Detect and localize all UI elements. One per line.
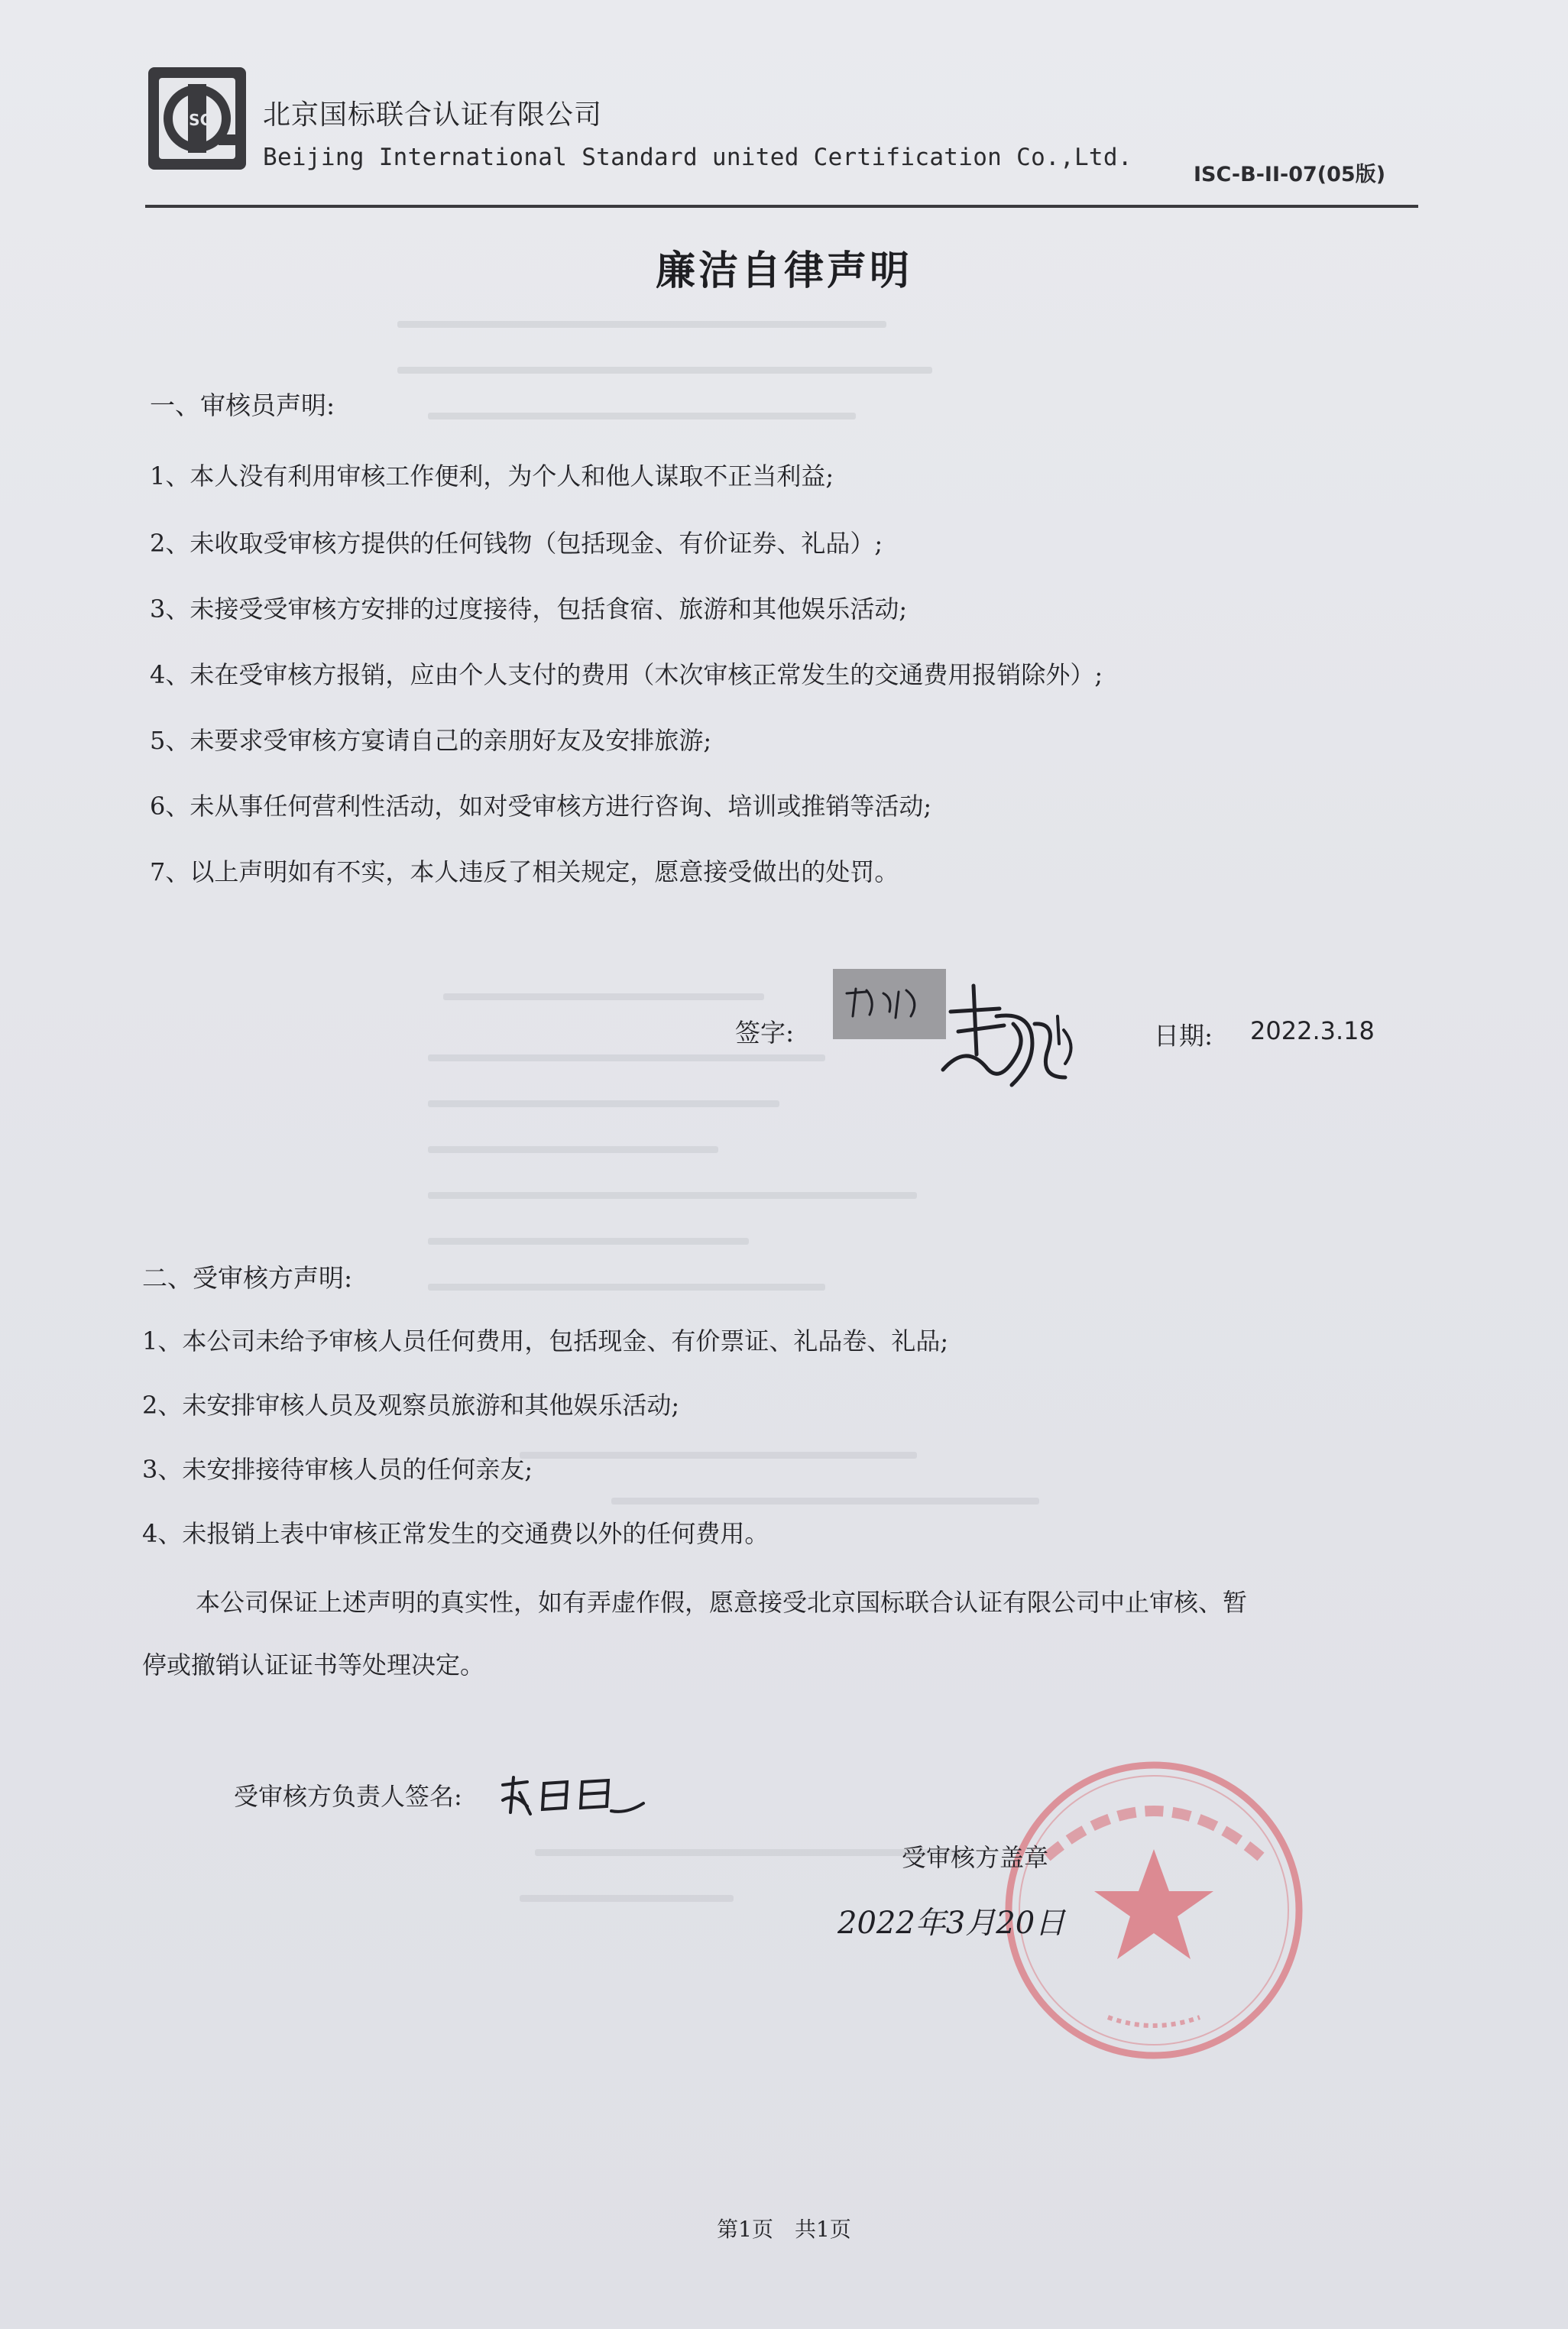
responsible-sign-label: 受审核方负责人签名: (234, 1782, 462, 1811)
auditor-item: 6、未从事任何营利性活动，如对受审核方进行咨询、培训或推销等活动; (150, 792, 932, 821)
auditor-item: 3、未接受受审核方安排的过度接待，包括食宿、旅游和其他娱乐活动; (150, 594, 908, 624)
header-divider (145, 205, 1418, 208)
handwritten-date (833, 1884, 1093, 1953)
auditee-item: 3、未安排接待审核人员的任何亲友; (142, 1455, 533, 1484)
auditor-section-heading: 一、审核员声明: (150, 390, 335, 420)
auditor-date-label: 日期: (1154, 1021, 1213, 1051)
guarantee-text-line1: 本公司保证上述声明的真实性，如有弄虚作假，愿意接受北京国标联合认证有限公司中止审核、暂 (196, 1588, 1248, 1617)
auditee-item: 4、未报销上表中审核正常发生的交通费以外的任何费用。 (142, 1519, 769, 1548)
auditor-signature (836, 970, 1111, 1108)
page-footer: 第1页 共1页 (717, 2217, 851, 2242)
seal-label: 受审核方盖章 (902, 1843, 1049, 1872)
auditor-sign-label: 签字: (735, 1018, 795, 1048)
guarantee-text-line2: 停或撤销认证证书等处理决定。 (142, 1650, 485, 1680)
auditee-section-heading: 二、受审核方声明: (142, 1263, 353, 1293)
auditor-date-value: 2022.3.18 (1250, 1016, 1375, 1045)
auditor-item: 4、未在受审核方报销，应由个人支付的费用（木次审核正常发生的交通费用报销除外）; (150, 660, 1103, 689)
company-name-cn: 北京国标联合认证有限公司 (263, 99, 603, 131)
auditee-item: 1、本公司未给予审核人员任何费用，包括现金、有价票证、礼品卷、礼品; (142, 1326, 949, 1356)
logo-letters: ISC (183, 111, 212, 129)
responsible-signature (497, 1770, 650, 1823)
auditee-item: 2、未安排审核人员及观察员旅游和其他娱乐活动; (142, 1391, 680, 1420)
document-title: 廉洁自律声明 (655, 248, 912, 294)
auditor-item: 7、以上声明如有不实，本人违反了相关规定，愿意接受做出的处罚。 (150, 857, 899, 886)
svg-text:2022年3月20日: 2022年3月20日 (837, 1906, 1066, 1941)
company-name-en: Beijing International Standard united Certification Co.,Ltd. (263, 144, 1132, 171)
form-code: ISC-B-II-07(05版) (1194, 163, 1386, 186)
auditor-item: 1、本人没有利用审核工作便利，为个人和他人谋取不正当利益; (150, 462, 834, 491)
auditor-item: 2、未收取受审核方提供的任何钱物（包括现金、有价证券、礼品）; (150, 529, 883, 558)
company-logo (145, 64, 249, 173)
auditor-item: 5、未要求受审核方宴请自己的亲朋好友及安排旅游; (150, 726, 712, 755)
